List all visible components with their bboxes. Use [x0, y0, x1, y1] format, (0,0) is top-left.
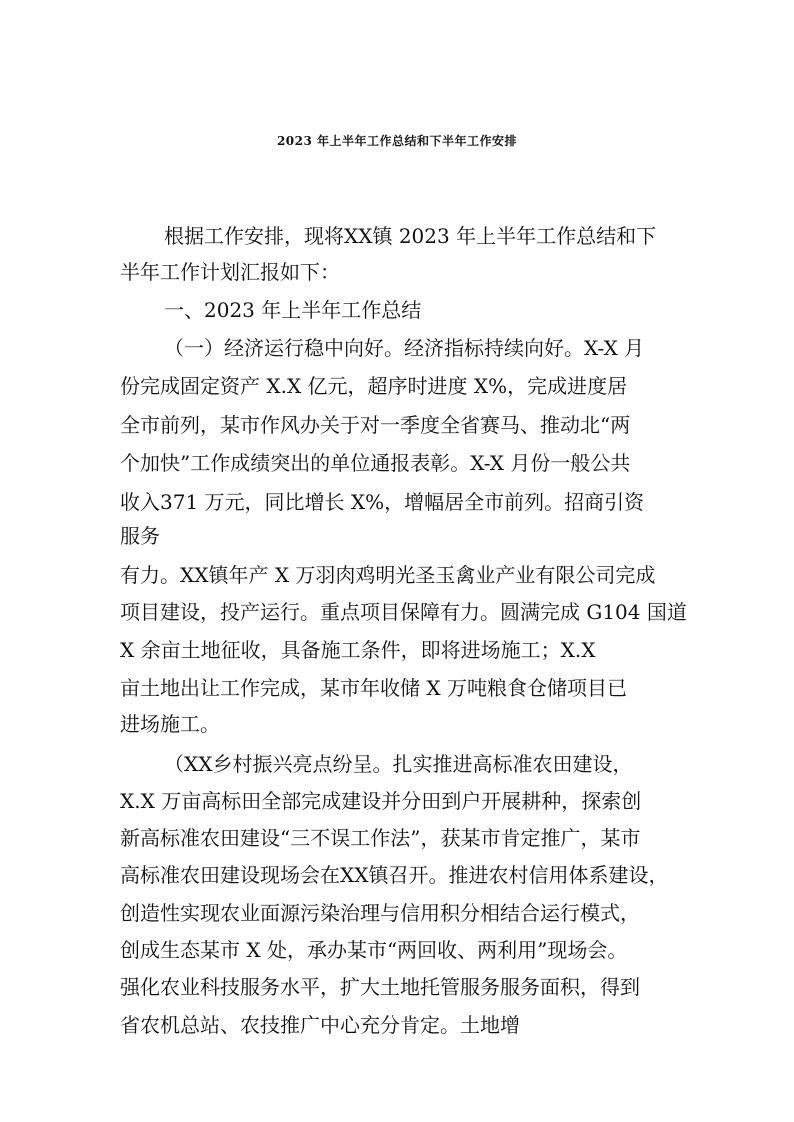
paragraph-line: 服务	[120, 524, 160, 548]
paragraph-line: 根据工作安排，现将XX镇 2023 年上半年工作总结和下	[164, 224, 657, 248]
paragraph-line: 份完成固定资产 X.X 亿元，超序时进度 X%，完成进度居	[120, 374, 628, 398]
paragraph-line: （一）经济运行稳中向好。经济指标持续向好。X-X 月	[164, 336, 645, 360]
paragraph-line: 新高标准农田建设“三不误工作法”，获某市肯定推广，某市	[120, 826, 641, 850]
paragraph-line: 收入371 万元，同比增长 X%，增幅居全市前列。招商引资	[120, 490, 645, 514]
paragraph-line: （XX乡村振兴亮点纷呈。扎实推进高标准农田建设，	[164, 752, 633, 776]
paragraph-line: X 余亩土地征收，具备施工条件，即将进场施工；X.X	[120, 638, 596, 662]
paragraph-line: 半年工作计划汇报如下：	[120, 260, 340, 284]
section-heading: 一、2023 年上半年工作总结	[164, 298, 422, 322]
paragraph-line: 省农机总站、农技推广中心充分肯定。土地增	[120, 1013, 520, 1037]
paragraph-line: 亩土地出让工作完成，某市年收储 X 万吨粮食仓储项目已	[120, 676, 627, 700]
document-title: 2023 年上半年工作总结和下半年工作安排	[276, 134, 518, 148]
paragraph-line: 创造性实现农业面源污染治理与信用积分相结合运行模式，	[120, 901, 640, 925]
paragraph-line: X.X 万亩高标田全部完成建设并分田到户开展耕种，探索创	[120, 789, 642, 813]
paragraph-line: 创成生态某市 X 处，承办某市“两回收、两利用”现场会。	[120, 938, 628, 962]
paragraph-line: 全市前列，某市作风办关于对一季度全省赛马、推动北“两	[120, 413, 631, 437]
paragraph-line: 个加快”工作成绩突出的单位通报表彰。X-X 月份一般公共	[120, 451, 631, 475]
paragraph-line: 高标准农田建设现场会在XX镇召开。推进农村信用体系建设，	[120, 863, 669, 887]
paragraph-line: 项目建设，投产运行。重点项目保障有力。圆满完成 G104 国道	[120, 600, 687, 624]
paragraph-line: 有力。XX镇年产 X 万羽肉鸡明光圣玉禽业产业有限公司完成	[120, 563, 656, 587]
paragraph-line: 进场施工。	[120, 712, 220, 736]
paragraph-line: 强化农业科技服务水平，扩大土地托管服务服务面积，得到	[120, 975, 640, 999]
